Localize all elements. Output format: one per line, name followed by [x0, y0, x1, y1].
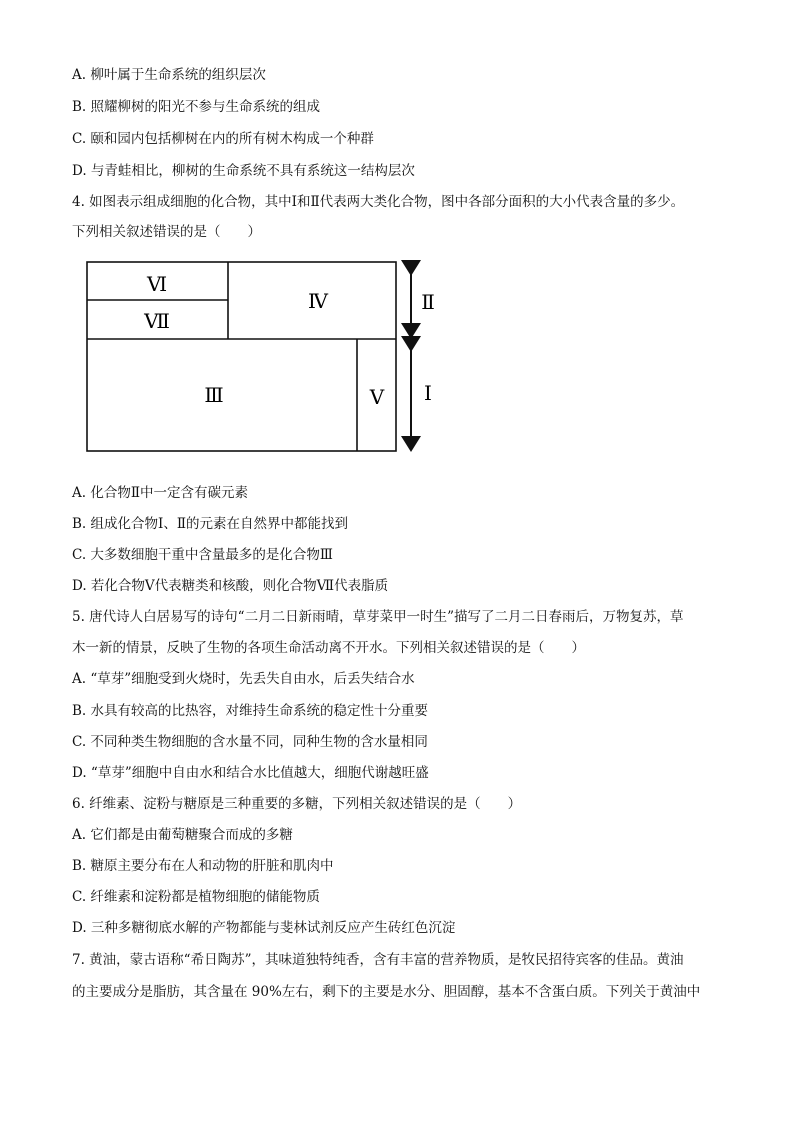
outer-box	[87, 262, 396, 451]
question-5-option-b: B. 水具有较高的比热容，对维持生命系统的稳定性十分重要	[72, 703, 429, 719]
label-vii: Ⅶ	[144, 309, 170, 333]
question-6-option-c: C. 纤维素和淀粉都是植物细胞的储能物质	[72, 889, 320, 905]
question-4-option-b: B. 组成化合物Ⅰ、Ⅱ的元素在自然界中都能找到	[72, 516, 349, 532]
question-3-option-a: A. 柳叶属于生命系统的组织层次	[72, 67, 266, 83]
label-ii: Ⅱ	[421, 290, 435, 314]
question-5-option-c: C. 不同种类生物细胞的含水量不同，同种生物的含水量相同	[72, 734, 428, 750]
question-6-option-a: A. 它们都是由葡萄糖聚合而成的多糖	[72, 827, 293, 843]
question-7-stem: 7. 黄油，蒙古语称“希日陶苏”，其味道独特纯香，含有丰富的营养物质，是牧民招待宾客的佳品。黄油	[72, 952, 684, 968]
question-6-stem: 6. 纤维素、淀粉与糖原是三种重要的多糖，下列相关叙述错误的是（ ）	[72, 796, 522, 812]
question-6-option-b: B. 糖原主要分布在人和动物的肝脏和肌肉中	[72, 858, 334, 874]
question-3-option-b: B. 照耀柳树的阳光不参与生命系统的组成	[72, 99, 321, 115]
question-5-option-a: A. “草芽”细胞受到火烧时，先丢失自由水，后丢失结合水	[72, 671, 415, 687]
label-vi: Ⅵ	[146, 272, 168, 296]
question-5-stem-cont: 木一新的情景，反映了生物的各项生命活动离不开水。下列相关叙述错误的是（ ）	[72, 640, 585, 656]
question-5-stem: 5. 唐代诗人白居易写的诗句“二月二日新雨晴，草芽菜甲一时生”描写了二月二日春雨后，万物复苏，草	[72, 609, 684, 625]
question-3-option-c: C. 颐和园内包括柳树在内的所有树木构成一个种群	[72, 131, 374, 147]
question-7-stem-cont: 的主要成分是脂肪，其含量在 90%左右，剩下的主要是水分、胆固醇，基本不含蛋白质。下列关于黄油中	[72, 984, 701, 1000]
label-iv: Ⅳ	[308, 289, 328, 313]
label-iii: Ⅲ	[204, 383, 224, 407]
question-4-stem: 4. 如图表示组成细胞的化合物，其中Ⅰ和Ⅱ代表两大类化合物，图中各部分面积的大小代表含量的多少。	[72, 194, 685, 210]
label-i: Ⅰ	[424, 381, 432, 405]
question-3-option-d: D. 与青蛙相比，柳树的生命系统不具有系统这一结构层次	[72, 163, 415, 179]
question-4-stem-cont: 下列相关叙述错误的是（ ）	[72, 224, 261, 240]
label-v: Ⅴ	[369, 385, 385, 409]
question-4-option-d: D. 若化合物Ⅴ代表糖类和核酸，则化合物Ⅶ代表脂质	[72, 578, 389, 594]
question-4-option-c: C. 大多数细胞干重中含量最多的是化合物Ⅲ	[72, 547, 333, 563]
question-6-option-d: D. 三种多糖彻底水解的产物都能与斐林试剂反应产生砖红色沉淀	[72, 920, 456, 936]
compound-area-diagram	[84, 258, 454, 458]
question-5-option-d: D. “草芽”细胞中自由水和结合水比值越大，细胞代谢越旺盛	[72, 765, 429, 781]
question-4-option-a: A. 化合物Ⅱ中一定含有碳元素	[72, 485, 249, 501]
